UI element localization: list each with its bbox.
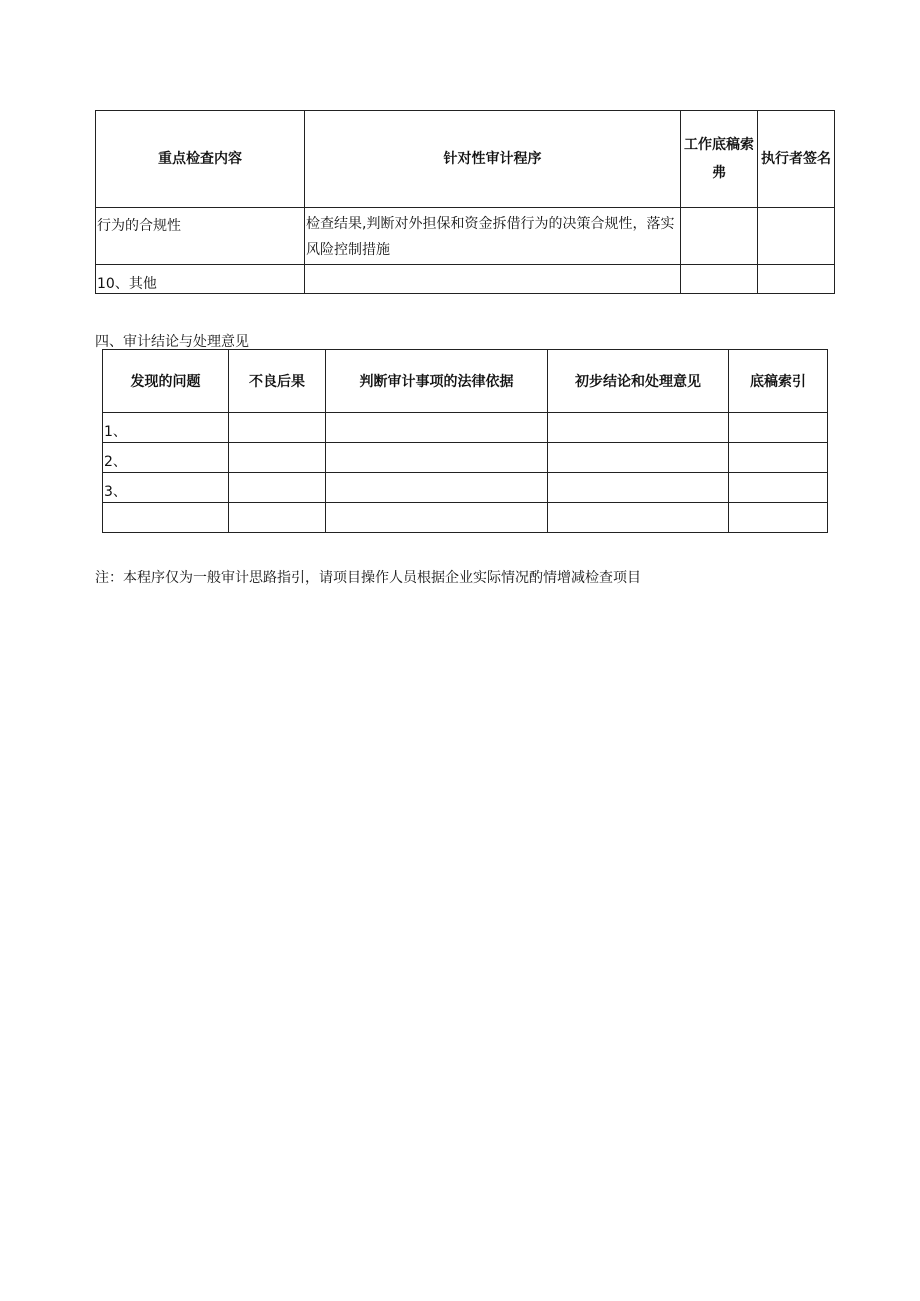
header-adverse-consequences: 不良后果 [229,350,326,413]
table-cell [229,413,326,443]
table-cell [229,443,326,473]
table-cell [326,473,548,503]
table-row [103,503,828,533]
header-legal-basis: 判断审计事项的法律依据 [326,350,548,413]
table-cell [229,473,326,503]
table-row [96,265,835,294]
table-cell [681,265,758,294]
table-header-row [96,111,835,208]
table-row [96,208,835,265]
table-cell [548,413,729,443]
table-cell [729,413,828,443]
table-row [103,443,828,473]
table-cell [326,443,548,473]
table-row [103,413,828,443]
header-key-content: 重点检查内容 [96,111,305,208]
table-cell: 1、 [103,413,229,443]
header-audit-procedure: 针对性审计程序 [305,111,681,208]
table-row [103,473,828,503]
section-heading: 四、审计结论与处理意见 [95,334,249,350]
table-cell [326,503,548,533]
header-working-paper-index: 工作底稿索弗 [681,111,758,208]
table-cell: 10、其他 [96,265,305,294]
table-cell [548,473,729,503]
table-cell: 检查结果,判断对外担保和资金拆借行为的决策合规性，落实风险控制措施 [305,208,681,265]
table-cell [681,208,758,265]
table-cell [729,473,828,503]
table-cell [229,503,326,533]
table-cell [103,503,229,533]
table-cell: 行为的合规性 [96,208,305,265]
header-issues-found: 发现的问题 [103,350,229,413]
audit-conclusion-table [102,349,828,533]
table-cell: 2、 [103,443,229,473]
table-header-row [103,350,828,413]
header-preliminary-conclusion: 初步结论和处理意见 [548,350,729,413]
audit-procedure-table [95,110,835,294]
table-cell [729,443,828,473]
table-cell [758,265,835,294]
table-cell [326,413,548,443]
header-working-paper-index: 底稿索引 [729,350,828,413]
table-cell [548,443,729,473]
table-cell [548,503,729,533]
table-cell: 3、 [103,473,229,503]
footnote: 注：本程序仅为一般审计思路指引，请项目操作人员根据企业实际情况酌情增减检查项目 [95,570,641,586]
header-executor-signature: 执行者签名 [758,111,835,208]
table-cell [305,265,681,294]
table-cell [729,503,828,533]
table-cell [758,208,835,265]
